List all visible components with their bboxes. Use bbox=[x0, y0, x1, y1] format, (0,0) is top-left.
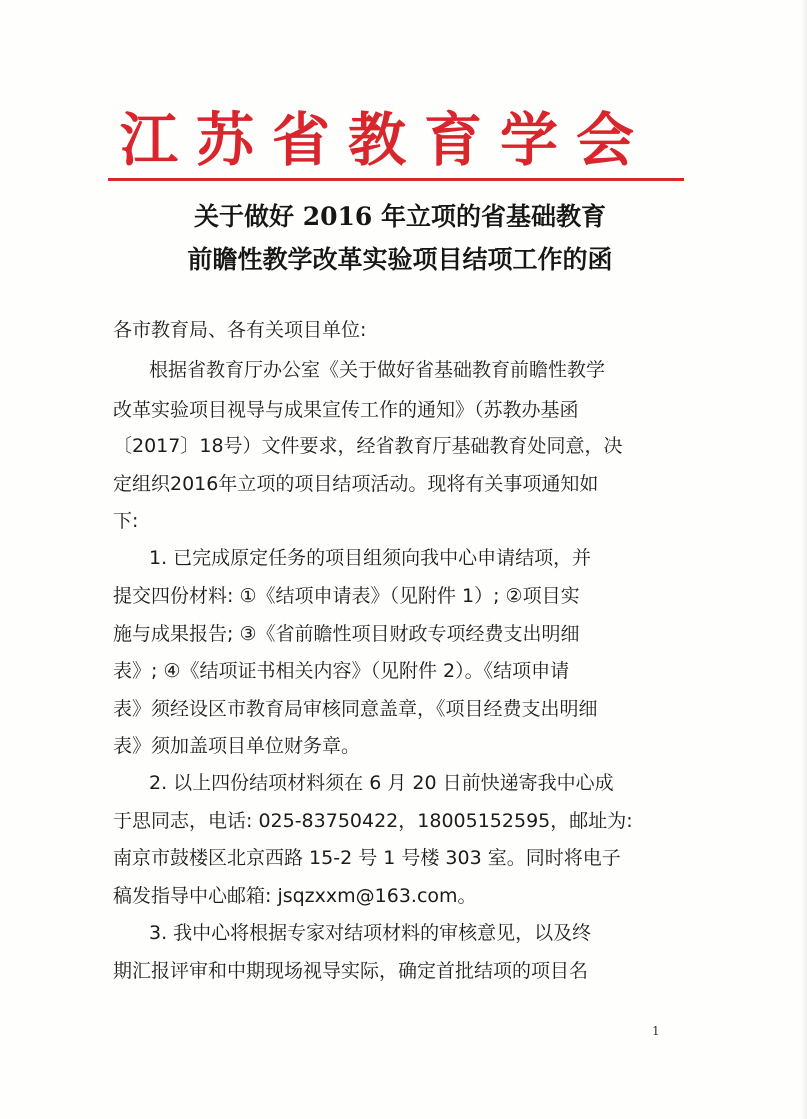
body-line: 1. 已完成原定任务的项目组须向我中心申请结项，并 bbox=[149, 547, 592, 569]
body-line: 改革实验项目视导与成果宣传工作的通知》（苏教办基函 bbox=[113, 399, 579, 421]
body-line: 表》须加盖项目单位财务章。 bbox=[113, 735, 361, 757]
document-title-line-1: 关于做好 2016 年立项的省基础教育 bbox=[194, 202, 606, 231]
body-line: 提交四份材料: ①《结项申请表》（见附件 1）; ②项目实 bbox=[113, 585, 580, 607]
body-line: 南京市鼓楼区北京西路 15-2 号 1 号楼 303 室。同时将电子 bbox=[113, 847, 621, 869]
letterhead-title: 江苏省教育学会 bbox=[120, 106, 653, 174]
body-line: 施与成果报告; ③《省前瞻性项目财政专项经费支出明细 bbox=[113, 623, 580, 645]
letterhead-red-rule bbox=[108, 178, 684, 181]
body-line: 定组织2016年立项的项目结项活动。现将有关事项通知如 bbox=[113, 473, 599, 495]
body-line: 根据省教育厅办公室《关于做好省基础教育前瞻性教学 bbox=[149, 359, 606, 381]
salutation: 各市教育局、各有关项目单位: bbox=[113, 319, 367, 341]
body-line: 表》须经设区市教育局审核同意盖章，《项目经费支出明细 bbox=[113, 698, 598, 720]
body-line: 表》; ④《结项证书相关内容》（见附件 2）。《结项申请 bbox=[113, 660, 570, 682]
body-line: 下: bbox=[113, 510, 139, 532]
body-line: 2. 以上四份结项材料须在 6 月 20 日前快递寄我中心成 bbox=[149, 772, 614, 794]
page-number: 1 bbox=[652, 1024, 660, 1038]
body-line: 〔2017〕18号）文件要求，经省教育厅基础教育处同意，决 bbox=[113, 435, 623, 457]
body-line: 3. 我中心将根据专家对结项材料的审核意见，以及终 bbox=[149, 922, 592, 944]
document-title-line-2: 前瞻性教学改革实验项目结项工作的函 bbox=[187, 245, 613, 274]
body-line: 稿发指导中心邮箱: jsqzxxm@163.com。 bbox=[113, 885, 477, 907]
page-edge-shadow bbox=[801, 0, 807, 1119]
body-line: 期汇报评审和中期现场视导实际，确定首批结项的项目名 bbox=[113, 960, 589, 982]
body-line: 于思同志，电话: 025-83750422，18005152595，邮址为: bbox=[113, 810, 633, 832]
